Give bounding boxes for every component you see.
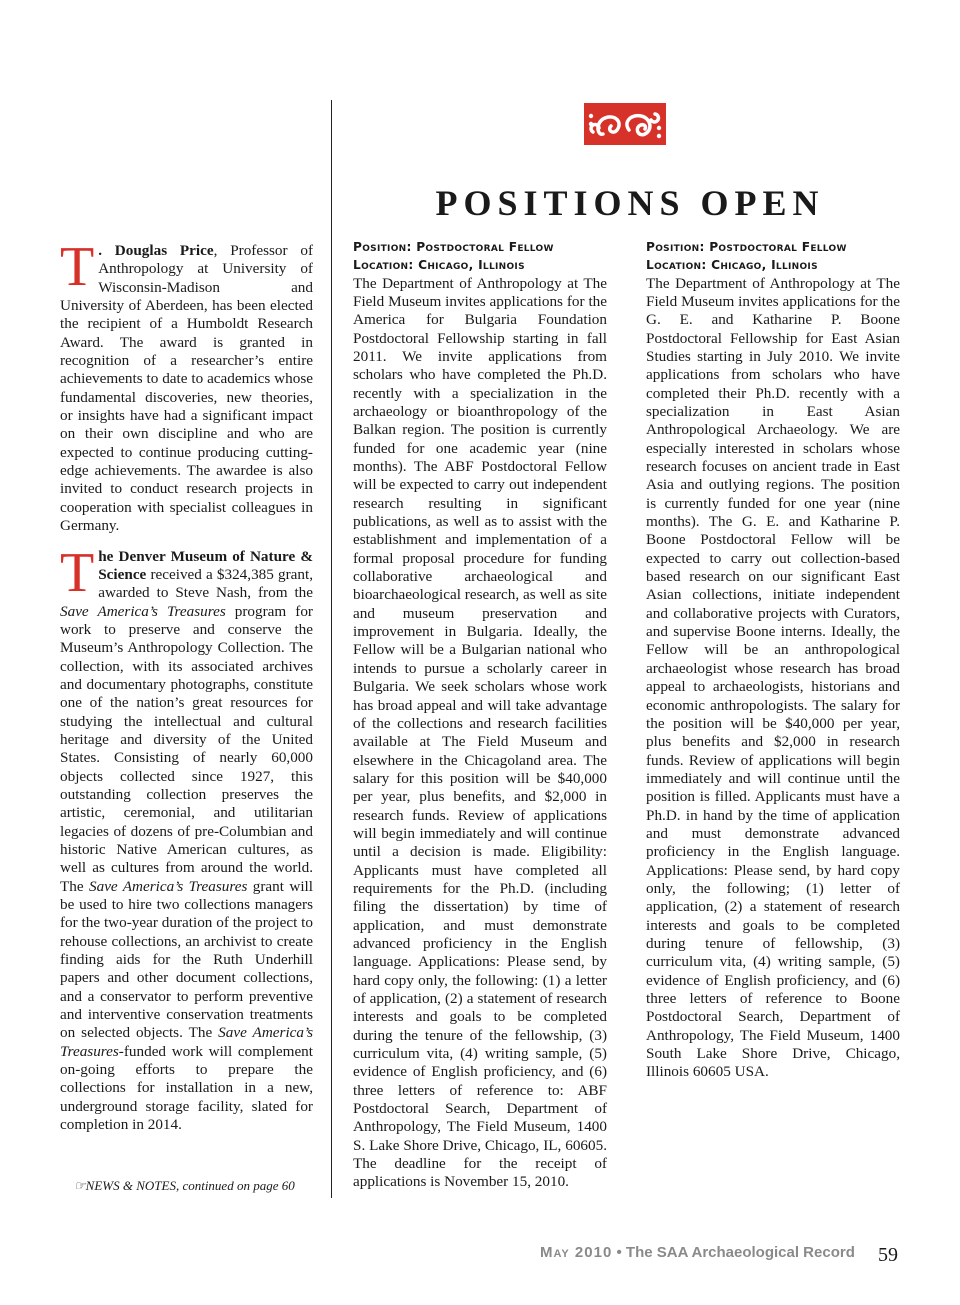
section-title: POSITIONS OPEN xyxy=(435,183,825,223)
news-item-name: . Douglas Price xyxy=(98,242,214,259)
dropcap: T xyxy=(60,236,95,298)
news-item-text: grant will be used to hire two collections managers for the two-year duration of the project to rehouse collections, an archivist to create finding aids for the Ruth Underhill papers and other document collections, and a conservator to perform preventive and interventive conservation treatments on selected objects. The xyxy=(60,877,313,1042)
dropcap: T xyxy=(60,541,95,604)
location-heading: Location: Chicago, Illinois xyxy=(353,258,525,273)
continued-note-text: NEWS & NOTES, continued on page 60 xyxy=(85,1178,295,1193)
position-body: The Department of Anthropology at The Field Museum invites applications for the G. E. and Katharine P. Boone Postdoctoral Fellowship for East Asian Studies starting in July 2010. We invite applications from scholars who have completed their Ph.D. recently with a specialization in East Asian Anthropological Archaeology. We are especially interested in scholars whose research focuses on ancient trade in East Asia and outlying regions. The position is currently funded for one year (nine months). The G. E. and Katharine P. Boone Postdoctoral Fellow will be expected to carry out collection-based based research on our significant East Asian collections, initiate independent and collaborative projects with Curators, and supervise Boone interns. Ideally, the Fellow will be an anthropological archaeologist whose research has broad appeal to archaeologists, historians and economic anthropologists. The salary for the position will be $40,000 per year, plus benefits and $2,000 in research funds. Review of applications will begin immediately and will continue until the position is filled. Applicants must have a Ph.D. in hand by the time of application and must demonstrate advanced proficiency in the English language. Applications: Please send, by hard copy only, the following; (1) letter of application, (2) a statement of research interests and goals to be completed during tenure of fellowship, (3) curriculum vita, (4) writing sample, (5) evidence of English proficiency, and (6) three letters of reference to Boone Postdoctoral Search, Department of Anthropology, The Field Museum, 1400 South Lake Shore Drive, Chicago, Illinois 60605 USA. xyxy=(646,274,900,1081)
news-item-text: program for work to preserve and conserve the Museum’s Anthropology Collection. The collection, with its associated archives and documentary photographs, constitute one of the nation’s great resources for studying the intellectual and cultural heritage and diversity of the United States. Consisting of nearly 60,000 objects collected since 1927, this outstanding collection preserves the artistic, ceremonial, and utilitarian legacies of dozens of pre-Columbian and historic Native American cultures, as well as cultures from around the world. The xyxy=(60,602,313,895)
news-item-name: he Denver Museum of Nature & Science xyxy=(98,547,313,583)
spiral-logo-icon xyxy=(583,102,667,146)
news-item-text: received a $324,385 grant, awarded to Steve Nash, from the xyxy=(98,565,313,602)
position-listing-abf xyxy=(353,238,607,1192)
position-heading: Position: Postdoctoral Fellow xyxy=(353,240,554,254)
issue-date: May 2010 xyxy=(540,1244,613,1261)
program-name: Save America’s Treasures xyxy=(89,877,248,895)
news-item-text: , Professor of Anthropology at University of Wisconsin-Madison and University of Aberdeen, has been elected the recipient of a Humboldt Research Award. The award is granted in recognition of a researcher’s entire achievements to date to academics whose fundamental discoveries, new theories, or insights have had a significant impact on their own discipline and who are expected to continue producing cutting-edge achievements. The awardee is also invited to conduct research projects in cooperation with specialist colleagues in Germany. xyxy=(60,242,313,535)
news-item-text: -funded work will complement on-going efforts to prepare the collections for installation in a new, underground storage facility, slated for completion in 2014. xyxy=(60,1042,313,1134)
news-item-denver xyxy=(60,541,314,1135)
page-number: 59 xyxy=(878,1244,898,1266)
position-body: The Department of Anthropology at The Field Museum invites applications for the America for Bulgaria Foundation Postdoctoral Fellowship starting in fall 2011. We invite applications from scholars who have completed the Ph.D. recently with a specialization in the archaeology or bioanthropology of the Balkan region. The position is currently funded for one academic year (nine months). The ABF Postdoctoral Fellow will be expected to carry out independent research resulting in significant publications, as well as to assist with the establishment and implementation of a formal proposal procedure for funding collaborative archaeological and bioarchaeological research, as well as site and museum preservation and improvement in Bulgaria. Ideally, the Fellow will be a Bulgarian national who intends to pursue a scholarly career in Bulgaria. We seek scholars whose work has broad appeal and will take advantage of the collections and research facilities available at The Field Museum and elsewhere in the Chicagoland area. The salary for this position will be $40,000 per year, plus benefits, and $2,000 in research funds. Review of applications will begin immediately and will continue until a decision is made. Eligibility: Applicants must have completed all requirements for the Ph.D. (including filing the dissertation) by time of application, and must demonstrate advanced proficiency in the English language. Applications: Please send, by hard copy only, the following: (1) a letter of application, (2) a statement of research interests and goals to be completed during the tenure of the fellowship, (3) curriculum vita, (4) writing sample, (5) evidence of English proficiency, and (6) three letters of reference to: ABF Postdoctoral Search, Department of Anthropology, The Field Museum, 1400 S. Lake Shore Drive, Chicago, IL, 60605. The deadline for the receipt of applications is November 15, 2010. xyxy=(353,274,607,1191)
news-item-price xyxy=(60,236,313,536)
footer-bullet: • xyxy=(616,1244,622,1261)
column-divider xyxy=(331,100,332,1198)
position-listing-boone xyxy=(646,238,900,1082)
program-name: Save America’s Treasures xyxy=(60,602,226,620)
continued-note[interactable] xyxy=(74,1178,314,1194)
page-footer xyxy=(540,1244,855,1261)
position-heading: Position: Postdoctoral Fellow xyxy=(646,240,847,254)
news-column xyxy=(60,236,314,1135)
pointing-hand-icon: ☞ xyxy=(74,1178,86,1193)
program-name: Save America’s Treasures xyxy=(60,1024,314,1060)
publication-name: The SAA Archaeological Record xyxy=(625,1244,855,1261)
location-heading: Location: Chicago, Illinois xyxy=(646,258,818,273)
